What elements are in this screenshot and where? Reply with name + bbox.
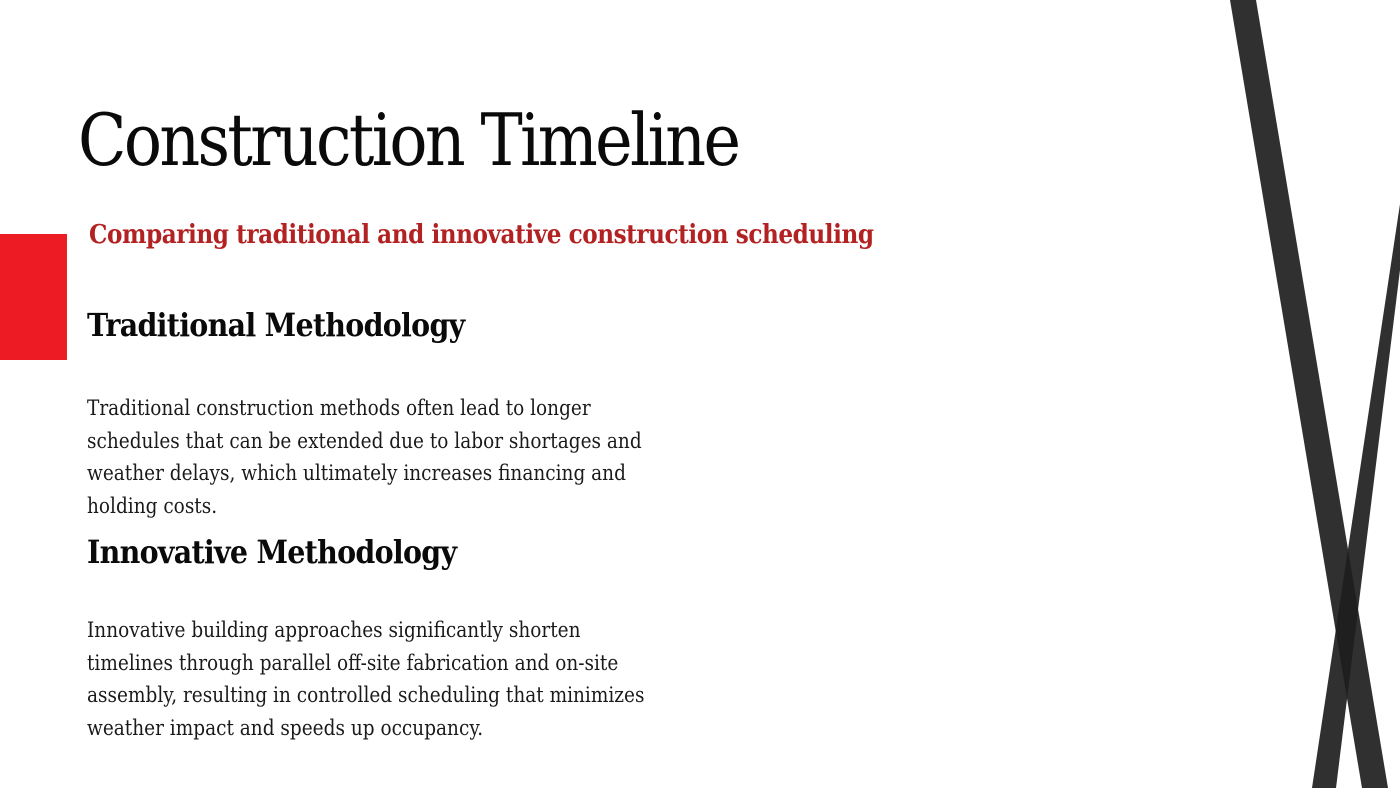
traditional-heading: Traditional Methodology: [87, 306, 465, 344]
slide-title: Construction Timeline: [78, 98, 739, 182]
traditional-body: Traditional construction methods often lead to longer schedules that can be extended due to labor shortages and weather delays, which ultimately increases financing and holding costs.: [87, 396, 642, 519]
stripe-right-to-left: [1312, 204, 1400, 788]
accent-bar: [0, 234, 67, 360]
stripe-left-to-right: [1230, 0, 1388, 788]
innovative-heading: Innovative Methodology: [87, 533, 457, 571]
innovative-body: Innovative building approaches significantly shorten timelines through parallel off-site fabrication and on-site assembly, resulting in controlled scheduling that minimizes weather impact and speeds up occupancy.: [87, 618, 645, 741]
slide-subtitle: Comparing traditional and innovative construction scheduling: [89, 220, 874, 250]
